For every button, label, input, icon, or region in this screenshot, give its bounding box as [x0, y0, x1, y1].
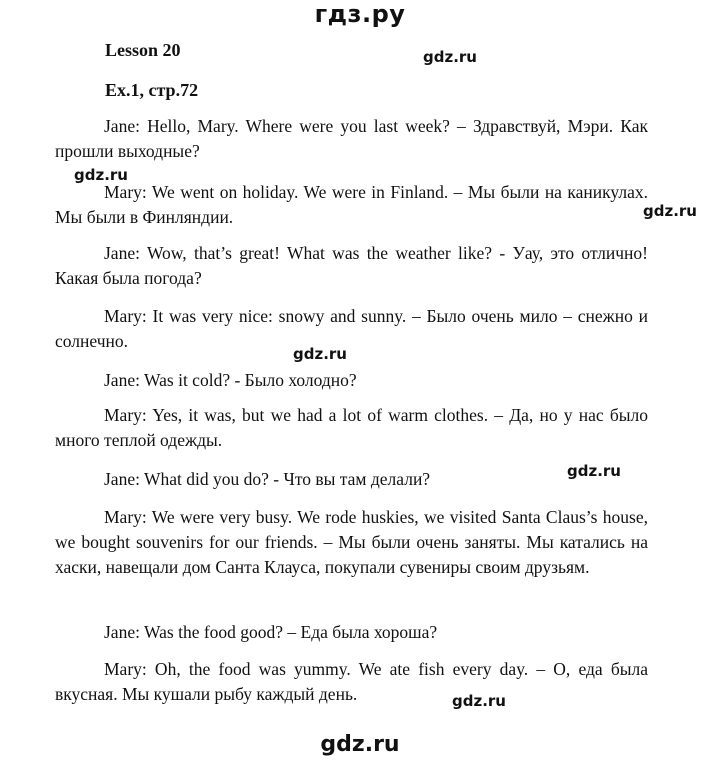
- dialogue-line-7: Jane: What did you do? - Что вы там делали?: [104, 469, 431, 489]
- dialogue-line-9: Jane: Was the food good? – Еда была хороша?: [104, 622, 438, 642]
- watermark-gdz: gdz.ru: [423, 48, 477, 66]
- dialogue-line-10: Mary: Oh, the food was yummy. We ate fish every day. – О, еда была вкусная. Мы кушали рыбу каждый день.: [55, 659, 648, 704]
- lesson-title: Lesson 20: [105, 40, 181, 60]
- dialogue-line-2: Mary: We went on holiday. We were in Finland. – Мы были на каникулах. Мы были в Финляндии.: [55, 182, 648, 227]
- watermark-gdz: gdz.ru: [452, 692, 506, 710]
- watermark-gdz: gdz.ru: [643, 202, 697, 220]
- exercise-title: Ex.1, стр.72: [105, 80, 199, 100]
- dialogue-line-4: Mary: It was very nice: snowy and sunny. – Было очень мило – снежно и солнечно.: [55, 306, 648, 351]
- site-header-title: гдз.ру: [314, 0, 406, 28]
- dialogue-line-6: Mary: Yes, it was, but we had a lot of warm clothes. – Да, но у нас было много теплой одежды.: [55, 405, 648, 450]
- dialogue-line-3: Jane: Wow, that’s great! What was the weather like? - Уау, это отлично! Какая была погода?: [55, 243, 648, 288]
- dialogue-line-1: Jane: Hello, Mary. Where were you last week? – Здравствуй, Мэри. Как прошли выходные?: [55, 116, 648, 161]
- watermark-gdz: gdz.ru: [567, 462, 621, 480]
- watermark-gdz: gdz.ru: [293, 345, 347, 363]
- watermark-gdz: gdz.ru: [74, 166, 128, 184]
- dialogue-line-5: Jane: Was it cold? - Было холодно?: [104, 370, 357, 390]
- site-footer-title: gdz.ru: [320, 732, 400, 757]
- dialogue-line-8: Mary: We were very busy. We rode huskies, we visited Santa Claus’s house, we bought souvenirs for our friends. – Мы были очень заняты. Мы катались на хаски, навещали дом Санта Клауса, покупали сувениры своим друзьям.: [55, 507, 648, 577]
